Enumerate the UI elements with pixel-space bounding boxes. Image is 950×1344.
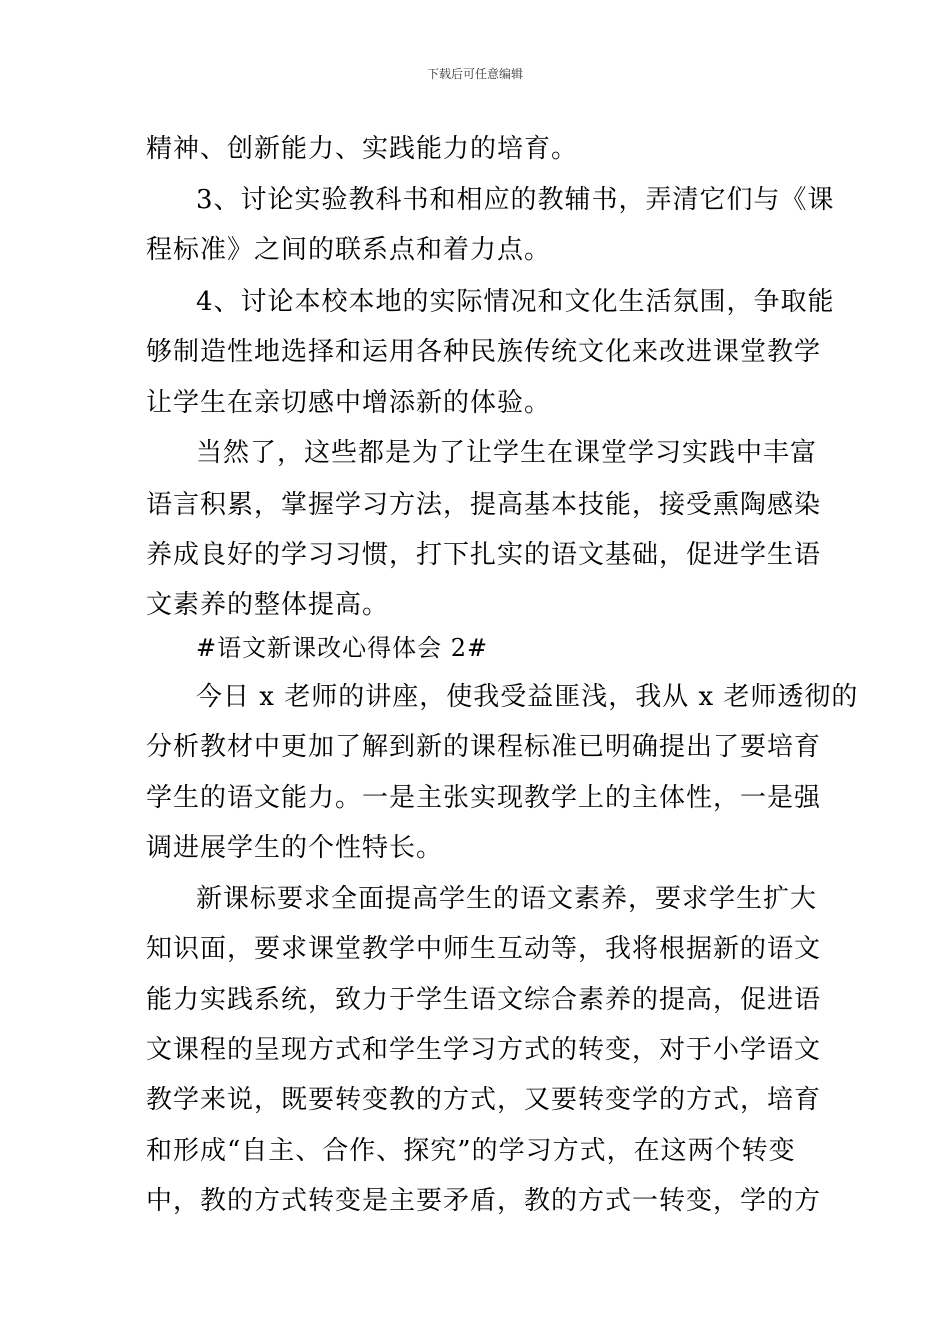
text-line: 文素养的整体提高。 [146,590,390,620]
section-heading: #语文新课改心得体会 2# [196,634,489,662]
text-line: 语言积累，掌握学习方法，提高基本技能，接受熏陶感染 [146,490,822,520]
text-line: 养成良好的学习习惯，打下扎实的语文基础，促进学生语 [146,540,822,570]
text-line: 3、讨论实验教科书和相应的教辅书，弄清它们与《课 [196,185,835,215]
text-line: 调进展学生的个性特长。 [146,833,444,863]
text-line: 新课标要求全面提高学生的语文素养，要求学生扩大 [196,884,818,914]
text-line: 和形成“自主、合作、探究”的学习方式，在这两个转变 [146,1136,796,1166]
text-line: 文课程的呈现方式和学生学习方式的转变，对于小学语文 [146,1035,822,1065]
text-line: 教学来说，既要转变教的方式，又要转变学的方式，培育 [146,1085,822,1115]
text-line: 精神、创新能力、实践能力的培育。 [146,134,579,164]
text-line: 知识面，要求课堂教学中师生互动等，我将根据新的语文 [146,934,822,964]
text-line: 程标准》之间的联系点和着力点。 [146,235,552,265]
text-line: 今日 x 老师的讲座，使我受益匪浅，我从 x 老师透彻的 [196,682,859,712]
text-line: 够制造性地选择和运用各种民族传统文化来改进课堂教学 [146,337,822,367]
text-line: 能力实践系统，致力于学生语文综合素养的提高，促进语 [146,985,822,1015]
page-header: 下载后可任意编辑 [426,67,523,81]
text-line: 分析教材中更加了解到新的课程标准已明确提出了要培育 [146,732,822,762]
text-line: 当然了，这些都是为了让学生在课堂学习实践中丰富 [196,438,818,468]
text-line: 4、讨论本校本地的实际情况和文化生活氛围，争取能 [196,287,835,317]
text-line: 学生的语文能力。一是主张实现教学上的主体性，一是强 [146,783,822,813]
text-line: 中，教的方式转变是主要矛盾，教的方式一转变，学的方 [146,1186,822,1216]
text-line: 让学生在亲切感中增添新的体验。 [146,388,552,418]
